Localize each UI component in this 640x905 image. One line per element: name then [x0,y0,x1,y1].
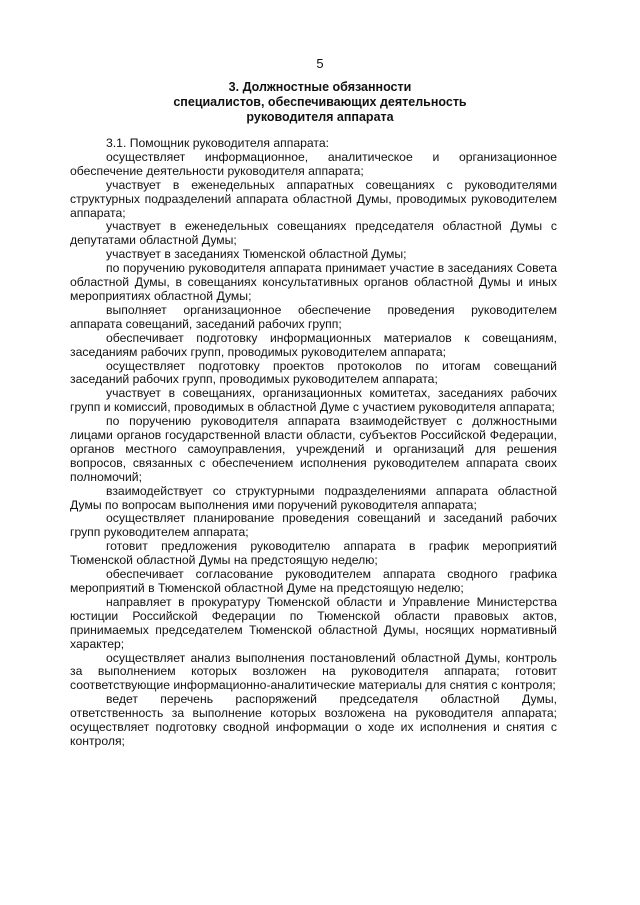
section-intro: 3.1. Помощник руководителя аппарата: [106,136,330,150]
duty-paragraph: участвует в совещаниях, организационных комитетах, заседаниях рабочих групп и комиссий, проводимых в областной Думе с участием руководителя аппарата; [70,386,557,415]
duty-paragraph: обеспечивает согласование руководителем аппарата сводного графика мероприятий в Тюменской областной Думе на предстоящую неделю; [70,567,557,595]
heading-line-3: руководителя аппарата [246,110,394,124]
duty-paragraph: осуществляет подготовку проектов протоколов по итогам совещаний заседаний рабочих групп, проводимых руководителем аппарата; [70,358,557,387]
duty-paragraph: готовит предложения руководителю аппарата в график мероприятий Тюменской областной Думы на предстоящую неделю; [70,539,557,568]
duty-paragraph: осуществляет планирование проведения совещаний и заседаний рабочих групп руководителем аппарата; [70,511,557,540]
duty-paragraph: по поручению руководителя аппарата взаимодействует с должностными лицами органов государственной власти области, субъектов Российской Федерации, органов местного самоуправления, учреждений и организаций для решения вопросов, связанных с обеспечением исполнения руководителем аппарата своих полномочий; [70,414,557,484]
document-body [70,137,557,749]
section-heading [0,80,640,125]
duty-paragraph: обеспечивает подготовку информационных материалов к совещаниям, заседаниям рабочих групп, проводимых руководителем аппарата; [70,330,557,359]
heading-line-1: 3. Должностные обязанности [228,80,412,94]
duty-paragraph: участвует в еженедельных совещаниях председателя областной Думы с депутатами областной Думы; [70,219,557,248]
duty-paragraph: осуществляет анализ выполнения постановлений областной Думы, контроль за выполнением которых возложен на руководителя аппарата; готовит соответствующие информационно-аналитические материалы для снятия с контроля; [70,650,557,693]
duty-paragraph: осуществляет информационное, аналитическое и организационное обеспечение деятельности руководителя аппарата; [70,149,557,178]
duty-paragraph: взаимодействует со структурными подразделениями аппарата областной Думы по вопросам выполнения ими поручений руководителя аппарата; [70,483,557,512]
duty-paragraph: ведет перечень распоряжений председателя областной Думы, ответственность за выполнение которых возложена на руководителя аппарата; осуществляет подготовку сводной информации о ходе их исполнения и снятия с контроля; [70,692,557,748]
duty-paragraph: направляет в прокуратуру Тюменской области и Управление Министерства юстиции Российской Федерации по Тюменской области правовых актов, принимаемых председателем Тюменской областной Думы, носящих нормативный характер; [70,594,557,651]
duty-paragraph: участвует в заседаниях Тюменской областной Думы; [106,247,407,262]
duty-paragraph: по поручению руководителя аппарата принимает участие в заседаниях Совета областной Думы, в совещаниях консультативных органов областной Думы и иных мероприятиях областной Думы; [70,261,557,303]
page-number: 5 [316,56,324,71]
duty-paragraph: участвует в еженедельных аппаратных совещаниях с руководителями структурных подразделений аппарата областной Думы, проводимых руководителем аппарата; [70,177,557,220]
heading-line-2: специалистов, обеспечивающих деятельность [173,95,467,109]
duty-paragraph: выполняет организационное обеспечение проведения руководителем аппарата совещаний, заседаний рабочих групп; [70,302,557,331]
